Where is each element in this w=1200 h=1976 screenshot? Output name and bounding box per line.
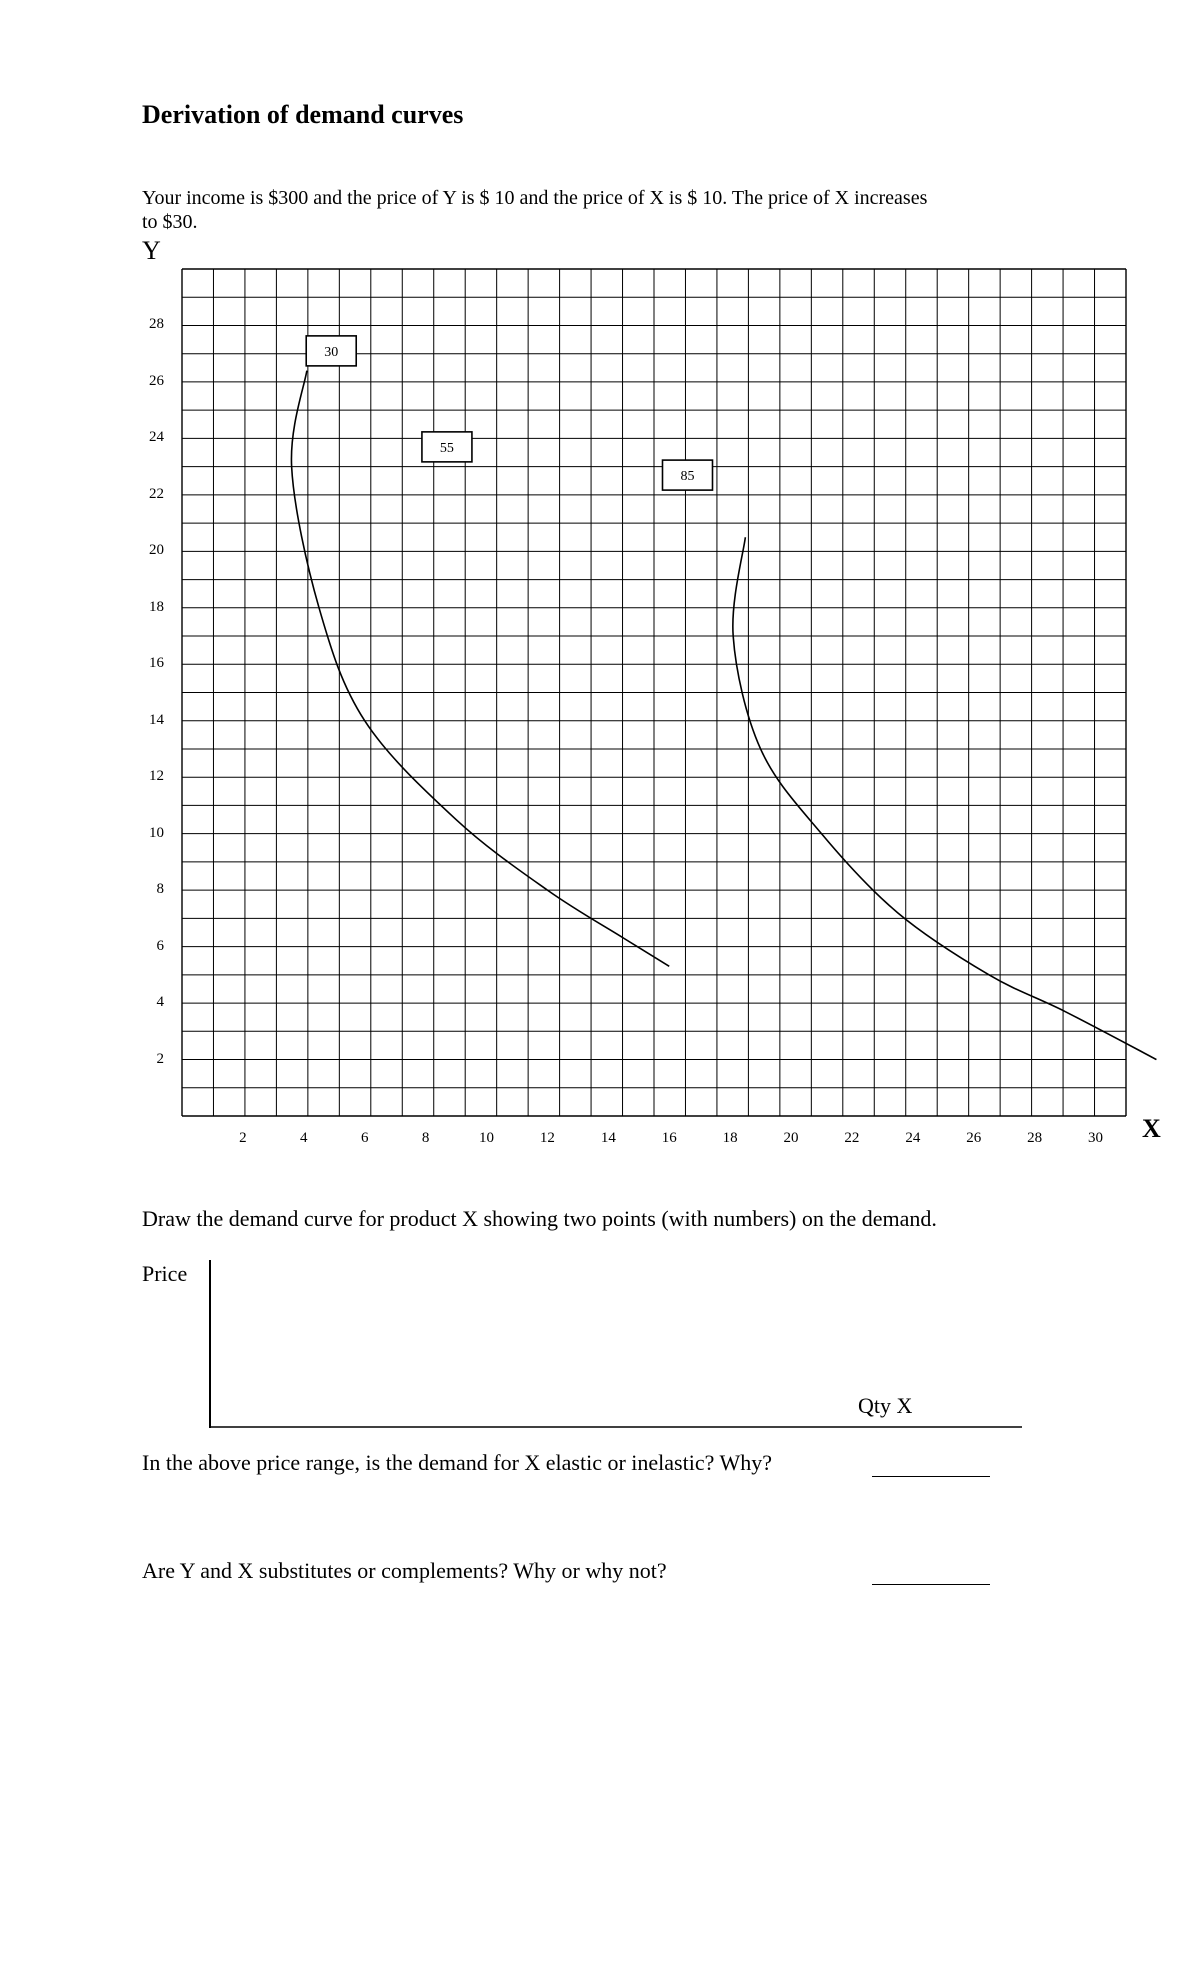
intro-text: Your income is $300 and the price of Y is $ 10 and the price of X is $ 10. The price of X increases to $30. (142, 187, 928, 233)
y-tick-label: 8 (156, 881, 164, 898)
x-tick-label: 28 (1027, 1130, 1043, 1146)
y-tick-label: 6 (156, 937, 164, 954)
y-tick-label: 16 (149, 655, 164, 672)
x-tick-label: 20 (783, 1130, 799, 1146)
qty-axis-label: Qty X (858, 1393, 913, 1418)
answer-blank-substitutes[interactable] (872, 1584, 990, 1585)
annotation-label: 55 (439, 440, 454, 456)
x-axis-label: X (1142, 1114, 1161, 1143)
x-tick-label: 22 (844, 1130, 860, 1146)
y-tick-label: 12 (149, 768, 164, 785)
y-tick-label: 24 (149, 429, 164, 446)
y-tick-label: 26 (149, 372, 164, 389)
x-tick-label: 6 (360, 1130, 369, 1146)
price-axis-label: Price (142, 1261, 188, 1286)
x-tick-label: 18 (722, 1130, 738, 1146)
annotation-label: 30 (324, 344, 339, 360)
y-tick-label: 4 (156, 994, 164, 1011)
x-tick-label: 30 (1088, 1130, 1104, 1146)
y-axis-label: Y (142, 236, 161, 265)
y-tick-label: 2 (156, 1050, 164, 1067)
x-tick-label: 26 (966, 1130, 982, 1146)
y-tick-label: 22 (149, 485, 164, 502)
page-title: Derivation of demand curves (142, 100, 464, 129)
question-substitutes: Are Y and X substitutes or complements? Why or why not? (142, 1558, 667, 1583)
y-tick-label: 18 (149, 598, 164, 615)
y-tick-label: 10 (149, 824, 164, 841)
question-demand-curve: Draw the demand curve for product X showing two points (with numbers) on the demand. (142, 1206, 937, 1231)
question-elasticity: In the above price range, is the demand for X elastic or inelastic? Why? (142, 1450, 773, 1475)
x-tick-label: 8 (421, 1130, 430, 1146)
x-tick-label: 14 (600, 1130, 616, 1146)
x-tick-label: 4 (300, 1130, 308, 1146)
answer-blank-elasticity[interactable] (872, 1476, 990, 1477)
x-tick-label: 12 (539, 1130, 555, 1146)
x-tick-label: 10 (479, 1130, 495, 1146)
x-tick-label: 24 (905, 1130, 921, 1146)
y-tick-label: 14 (149, 711, 164, 728)
y-tick-label: 28 (149, 316, 164, 333)
y-tick-label: 20 (149, 542, 164, 559)
annotation-label: 85 (680, 469, 695, 485)
x-tick-label: 2 (239, 1130, 247, 1146)
x-tick-label: 16 (661, 1130, 677, 1146)
